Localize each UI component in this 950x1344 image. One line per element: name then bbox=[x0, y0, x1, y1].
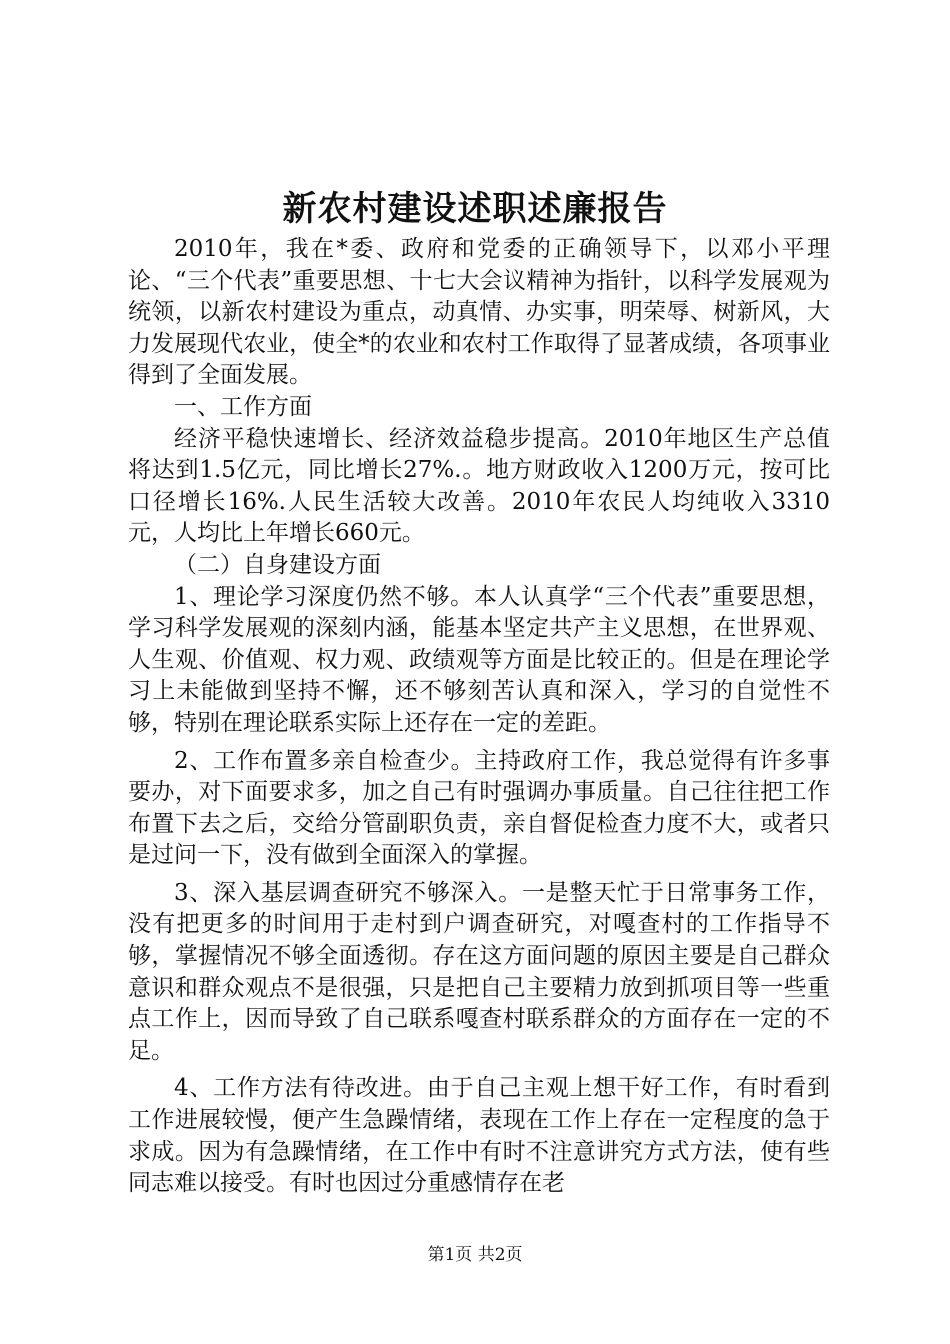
paragraph-item-4: 4、工作方法有待改进。由于自己主观上想干好工作，有时看到工作进展较慢，便产生急躁情绪，表现在工作上存在一定程度的急于求成。因为有急躁情绪，在工作中有时不注意讲究方式方法，使有些同志难以接受。有时也因过分重感情存在老 bbox=[128, 1075, 830, 1197]
paragraph-item-1: 1、理论学习深度仍然不够。本人认真学“三个代表”重要思想，学习科学发展观的深刻内涵，能基本坚定共产主义思想，在世界观、人生观、价值观、权力观、政绩观等方面是比较正的。但是在理论学习上未能做到坚持不懈，还不够刻苦认真和深入，学习的自觉性不够，特别在理论联系实际上还存在一定的差距。 bbox=[128, 583, 830, 736]
paragraph-item-3: 3、深入基层调查研究不够深入。一是整天忙于日常事务工作，没有把更多的时间用于走村到户调查研究，对嘎查村的工作指导不够，掌握情况不够全面透彻。存在这方面问题的原因主要是自己群众意识和群众观点不是很强，只是把自己主要精力放到抓项目等一些重点工作上，因而导致了自己联系嘎查村联系群众的方面存在一定的不足。 bbox=[128, 879, 830, 1064]
section-heading-self-building: （二）自身建设方面 bbox=[174, 551, 381, 578]
document-body bbox=[128, 234, 830, 1200]
paragraph-intro: 2010年，我在*委、政府和党委的正确领导下，以邓小平理论、“三个代表”重要思想、十七大会议精神为指针，以科学发展观为统领，以新农村建设为重点，动真情、办实事，明荣辱、树新风，大力发展现代农业，使全*的农业和农村工作取得了显著成绩，各项事业得到了全面发展。 bbox=[128, 236, 830, 389]
document-title: 新农村建设述职述廉报告 bbox=[282, 189, 668, 229]
page-footer: 第1页 共2页 bbox=[427, 1245, 523, 1265]
paragraph-economy: 经济平稳快速增长、经济效益稳步提高。2010年地区生产总值将达到1.5亿元，同比增长27%.。地方财政收入1200万元，按可比口径增长16%.人民生活较大改善。2010年农民人均纯收入3310元，人均比上年增长660元。 bbox=[128, 425, 830, 547]
paragraph-item-2: 2、工作布置多亲自检查少。主持政府工作，我总觉得有许多事要办，对下面要求多，加之自己有时强调办事质量。自己往往把工作布置下去之后，交给分管副职负责，亲自督促检查力度不大，或者只是过问一下，没有做到全面深入的掌握。 bbox=[128, 747, 830, 869]
section-heading-work: 一、工作方面 bbox=[174, 393, 312, 420]
